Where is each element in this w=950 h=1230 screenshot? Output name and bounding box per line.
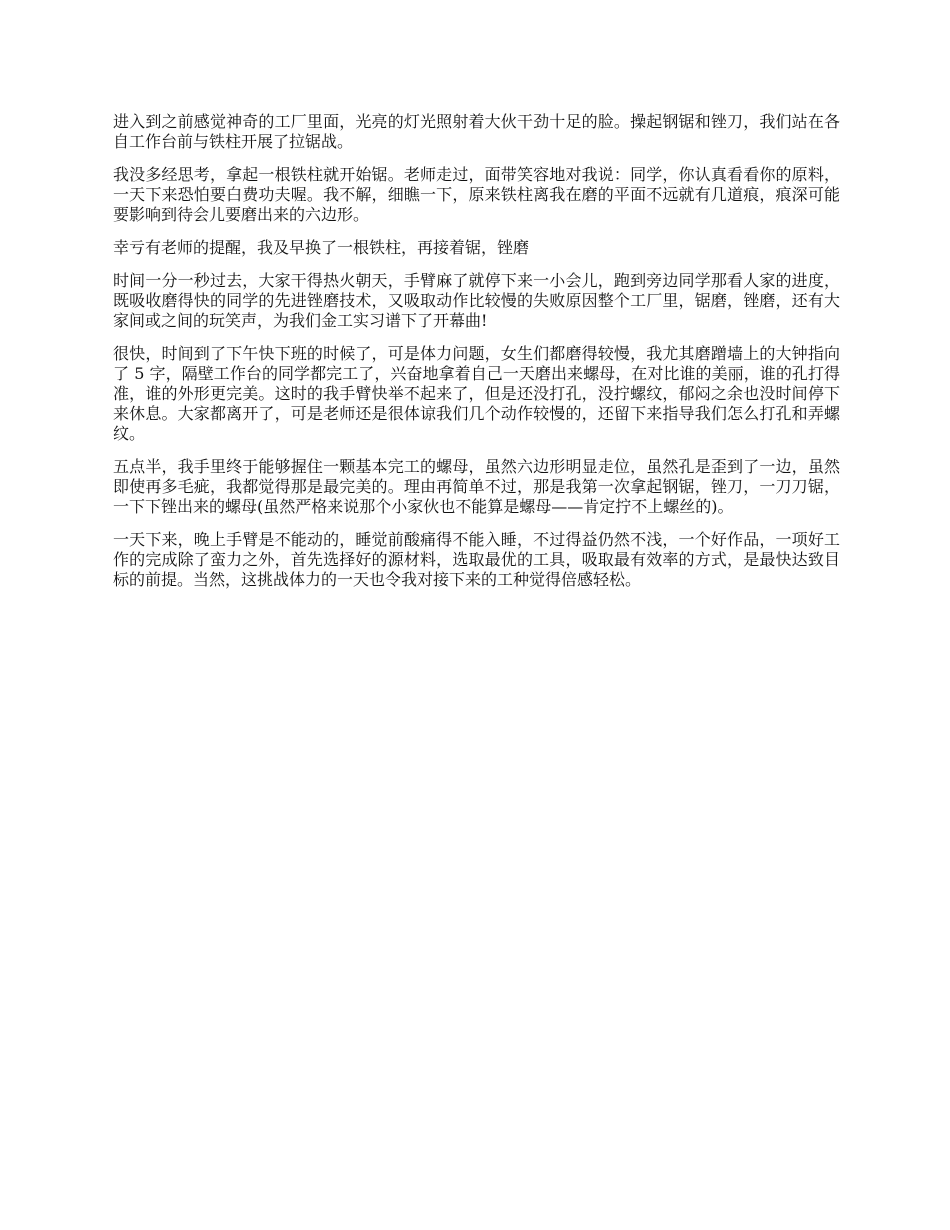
paragraph-2: 我没多经思考，拿起一根铁柱就开始锯。老师走过，面带笑容地对我说：同学，你认真看看你的原料，一天下来恐怕要白费功夫喔。我不解，细瞧一下，原来铁柱离我在磨的平面不远就有几道痕，痕深可能要影响到待会儿要磨出来的六边形。 (113, 165, 840, 224)
paragraph-1: 进入到之前感觉神奇的工厂里面，光亮的灯光照射着大伙干劲十足的脸。操起钢锯和锉刀，我们站在各自工作台前与铁柱开展了拉锯战。 (113, 112, 840, 151)
paragraph-3: 幸亏有老师的提醒，我及早换了一根铁柱，再接着锯，锉磨 (113, 238, 530, 257)
document-page (113, 112, 840, 603)
paragraph-4: 时间一分一秒过去，大家干得热火朝天，手臂麻了就停下来一小会儿，跑到旁边同学那看人家的进度，既吸收磨得快的同学的先进锉磨技术，又吸取动作比较慢的失败原因整个工厂里，锯磨，锉磨，还有大家间或之间的玩笑声，为我们金工实习谱下了开幕曲! (113, 271, 840, 330)
paragraph-7: 一天下来，晚上手臂是不能动的，睡觉前酸痛得不能入睡，不过得益仍然不浅，一个好作品，一项好工作的完成除了蛮力之外，首先选择好的源材料，选取最优的工具，吸取最有效率的方式，是最快达致目标的前提。当然，这挑战体力的一天也令我对接下来的工种觉得倍感轻松。 (113, 530, 840, 589)
paragraph-6: 五点半，我手里终于能够握住一颗基本完工的螺母，虽然六边形明显走位，虽然孔是歪到了一边，虽然即使再多毛疵，我都觉得那是最完美的。理由再简单不过，那是我第一次拿起钢锯，锉刀，一刀刀锯，一下下锉出来的螺母(虽然严格来说那个小家伙也不能算是螺母——肯定拧不上螺丝的)。 (113, 457, 840, 516)
paragraph-5: 很快，时间到了下午快下班的时候了，可是体力问题，女生们都磨得较慢，我尤其磨蹭墙上的大钟指向了 5 字，隔壁工作台的同学都完工了，兴奋地拿着自己一天磨出来螺母，在对比谁的美丽，谁的孔打得准，谁的外形更完美。这时的我手臂快举不起来了，但是还没打孔，没拧螺纹，郁闷之余也没时间停下来休息。大家都离开了，可是老师还是很体谅我们几个动作较慢的，还留下来指导我们怎么打孔和弄螺纹。 (113, 344, 840, 443)
